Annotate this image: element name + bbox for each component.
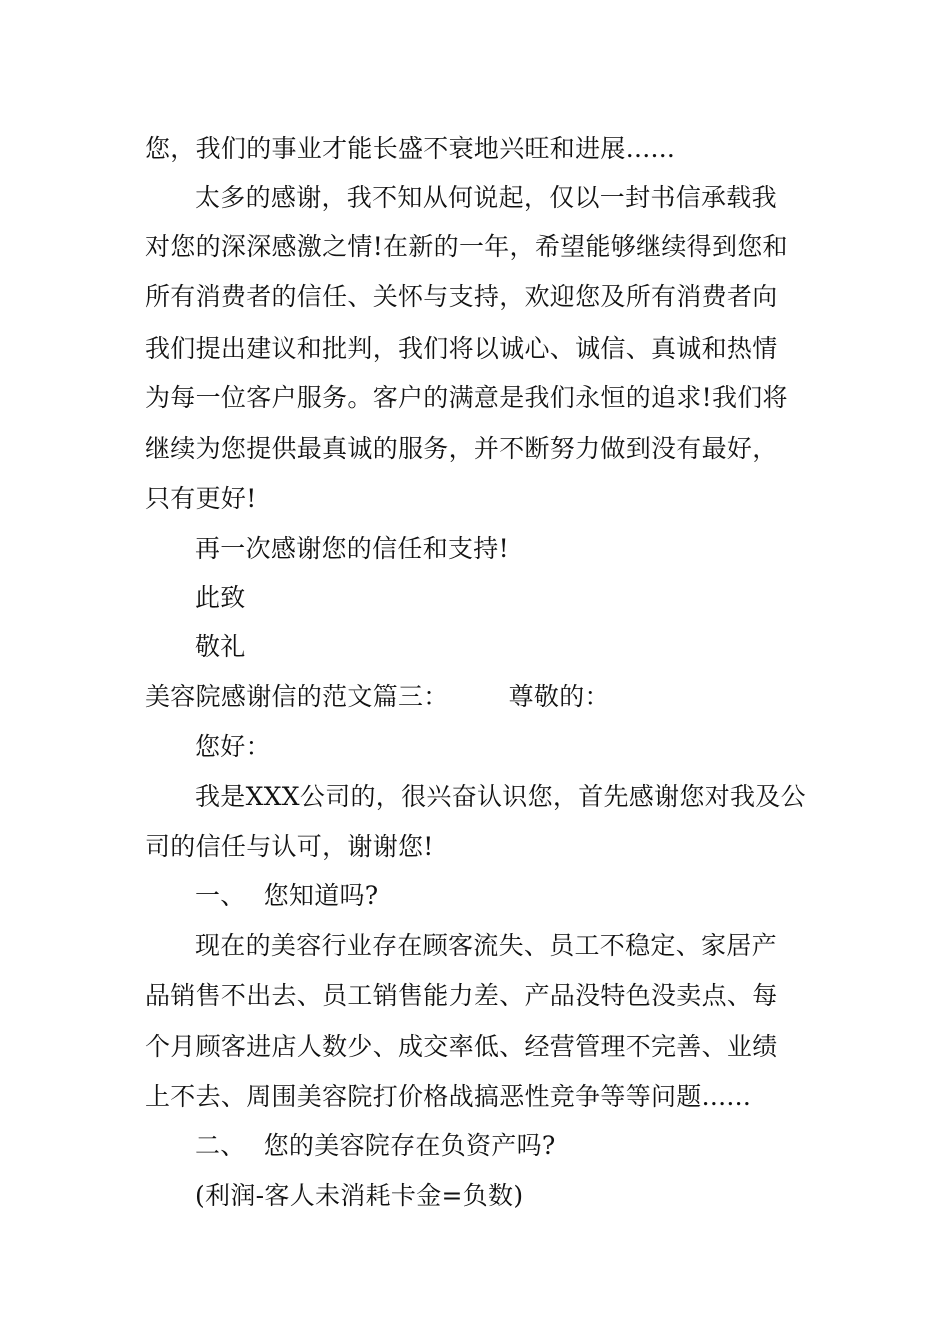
paragraph-line: 现在的美容行业存在顾客流失、员工不稳定、家居产 xyxy=(195,931,777,960)
paragraph-line: 继续为您提供最真诚的服务，并不断努力做到没有最好， xyxy=(145,434,778,463)
question-text: 您的美容院存在负资产吗? xyxy=(263,1131,556,1160)
greeting: 您好： xyxy=(195,732,271,761)
paragraph-line: 品销售不出去、员工销售能力差、产品没特色没卖点、每 xyxy=(145,981,778,1010)
question-number: 一、 xyxy=(195,881,246,910)
closing-line: 此致 xyxy=(195,583,246,612)
question-text: 您知道吗? xyxy=(263,881,379,910)
paragraph-line: 您，我们的事业才能长盛不衰地兴旺和进展...... xyxy=(145,134,676,163)
salutation: 尊敬的： xyxy=(508,682,610,711)
paragraph-line: 上不去、周围美容院打价格战搞恶性竞争等等问题...... xyxy=(145,1082,752,1111)
section-title: 美容院感谢信的范文篇三： xyxy=(145,682,449,711)
paragraph-line: 我是XXX公司的，很兴奋认识您，首先感谢您对我及公 xyxy=(195,782,806,811)
question-number: 二、 xyxy=(195,1131,246,1160)
paragraph-line: 再一次感谢您的信任和支持! xyxy=(195,534,509,563)
paragraph-line: 我们提出建议和批判，我们将以诚心、诚信、真诚和热情 xyxy=(145,334,778,363)
paragraph-line: 太多的感谢，我不知从何说起，仅以一封书信承载我 xyxy=(195,183,777,212)
paragraph-line: 司的信任与认可，谢谢您! xyxy=(145,832,434,861)
paragraph-line: 为每一位客户服务。客户的满意是我们永恒的追求!我们将 xyxy=(145,383,788,412)
paragraph-line: 对您的深深感激之情!在新的一年，希望能够继续得到您和 xyxy=(145,232,788,261)
paragraph-line: 所有消费者的信任、关怀与支持，欢迎您及所有消费者向 xyxy=(145,282,778,311)
formula-line: (利润-客人未消耗卡金=负数) xyxy=(195,1181,524,1210)
paragraph-line: 只有更好! xyxy=(145,484,257,513)
closing-line: 敬礼 xyxy=(195,632,246,661)
question-heading xyxy=(195,1129,865,1163)
question-heading xyxy=(195,879,865,913)
paragraph-line: 个月顾客进店人数少、成交率低、经营管理不完善、业绩 xyxy=(145,1032,778,1061)
section-heading xyxy=(145,680,815,714)
